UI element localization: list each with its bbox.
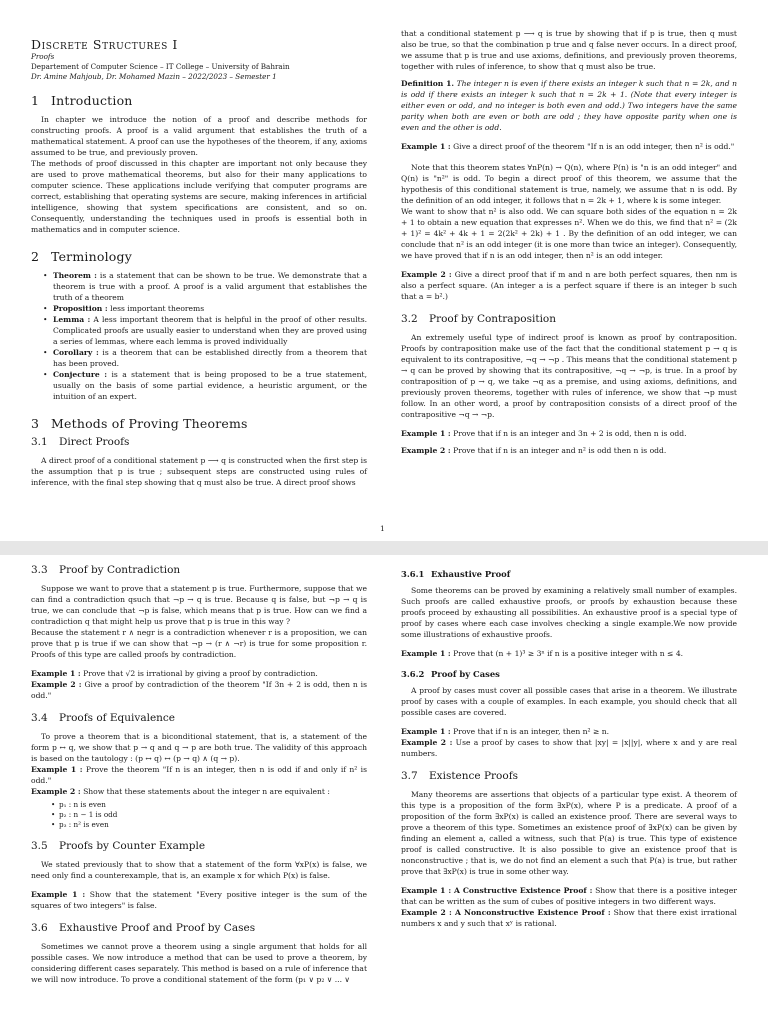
- existence-paragraph-1: Many theorems are assertions that objects of a particular type exist. A theorem of this type is a proposition of the form ∃xP(x), where P is a predicate. A proof of a proposition of the form ∃xP(x) is called an existence proof. There are several ways to prove a theorem of this type. Sometimes an existence proof of ∃xP(x) can be given by finding an element a, called a witness, such that P(a) is true. This type of existence proof is called constructive. It is also possible to give an existence proof that is nonconstructive ; that is, we do not find an element a such that P(a) is true, but rather prove that ∃xP(x) is true in some other way.: [401, 790, 737, 876]
- list-item: • Theorem : is a statement that can be shown to be true. We demonstrate that a theorem is true with a proof. A proof is a valid argument that establishes the truth of a theorem: [43, 270, 367, 303]
- page1-left-column: [31, 38, 367, 488]
- cases-example-2: Example 2 : Use a proof by cases to show that |xy| = |x||y|, where x and y are real numbers.: [401, 738, 737, 758]
- list-item: • p₂ : n − 1 is odd: [51, 810, 367, 820]
- list-item: • Lemma : A less important theorem that is helpful in the proof of other results. Complicated proofs are usually easier to understand when they are proved using a series of lemmas, where each lemma is proved individually: [43, 314, 367, 347]
- direct-paragraph-1: A direct proof of a conditional statement p ⟶ q is constructed when the first step is the assumption that p is true ; subsequent steps are constructed using rules of inference, with the final step showing that q must also be true. A direct proof shows: [31, 456, 367, 488]
- existence-example-1: Example 1 : A Constructive Existence Proof : Show that there is a positive integer that can be written as the sum of cubes of positive integers in two different ways.: [401, 886, 737, 906]
- list-item: • Proposition : less important theorems: [43, 303, 367, 314]
- subsection-contraposition: 3.2 Proof by Contraposition: [401, 313, 557, 325]
- subsection-exhaustive: 3.6 Exhaustive Proof and Proof by Cases: [31, 922, 256, 935]
- exhaustive-example-1: Example 1 : Prove that (n + 1)³ ≥ 3ⁿ if n is a positive integer with n ≤ 4.: [401, 649, 684, 658]
- section-terminology: 2 Terminology: [31, 249, 132, 265]
- subsection-direct-proofs: 3.1 Direct Proofs: [31, 436, 130, 449]
- equivalence-list: [31, 800, 367, 829]
- subsubsection-exhaustive-proof: 3.6.1 Exhaustive Proof: [401, 569, 511, 579]
- page-2: [0, 555, 768, 1024]
- direct-paragraph-4: We want to show that n² is also odd. We can square both sides of the equation n = 2k + 1 to obtain a new equation that expresses n². When we do this, we find that n² = (2k + 1)² = 4k² + 4k + 1 = 2(2k² + 2k) + 1 . By the definition of an odd integer, we can conclude that n² is an odd integer (it is one more than twice an integer). Consequently, we have proved that if n is an odd integer, then n² is an odd integer.: [401, 207, 737, 260]
- subsection-equivalence: 3.4 Proofs of Equivalence: [31, 712, 176, 724]
- authors: Dr. Amine Mahjoub, Dr. Mohamed Mazin – 2022/2023 – Semester 1: [31, 71, 277, 81]
- terminology-list: [31, 270, 367, 402]
- counter-paragraph-1: We stated previously that to show that a statement of the form ∀xP(x) is false, we need only find a counterexample, that is, an example x for which P(x) is false.: [31, 860, 367, 881]
- existence-example-2: Example 2 : A Nonconstructive Existence Proof : Show that there exist irrational numbers x and y such that xʸ is rational.: [401, 908, 737, 928]
- contrapos-paragraph-1: An extremely useful type of indirect proof is known as proof by contraposition. Proofs by contraposition make use of the fact that the conditional statement p → q is equivalent to its contrapositive, ¬q → ¬p . This means that the conditional statement p → q can be proved by showing that its contrapositive, ¬q → ¬p, is true. In a proof by contraposition of p → q, we take ¬q as a premise, and using axioms, definitions, and previously proven theorems, together with rules of inference, we show that ¬p must follow. In an other word, a proof by contraposition consists of a direct proof of the contrapositive ¬q → ¬p.: [401, 333, 737, 419]
- subsubsection-proof-by-cases: 3.6.2 Proof by Cases: [401, 669, 500, 679]
- list-item: • Conjecture : is a statement that is being proposed to be a true statement, usually on the basis of some partial evidence, a heuristic argument, or the intuition of an expert.: [43, 369, 367, 402]
- list-item: • p₁ : n is even: [51, 800, 367, 810]
- list-item: • Corollary : is a theorem that can be established directly from a theorem that has been proved.: [43, 347, 367, 369]
- contrapos-example-1: Example 1 : Prove that if n is an integer and 3n + 2 is odd, then n is odd.: [401, 429, 687, 438]
- subsection-contradiction: 3.3 Proof by Contradiction: [31, 564, 181, 576]
- direct-paragraph-3: Note that this theorem states ∀nP(n) → Q(n), where P(n) is "n is an odd integer" and Q(n) is "n²" is odd. To begin a direct proof of this theorem, we assume that the hypothesis of this conditional statement is true, namely, we assume that n is odd. By the definition of an odd integer, it follows that n = 2k + 1, where k is some integer.: [401, 163, 737, 205]
- definition-1: Definition 1. The integer n is even if there exists an integer k such that n = 2k, and n is odd if there exists an integer k such that n = 2k + 1. (Note that every integer is either even or odd, and no integer is both even and odd.) Two integers have the same parity when both are even or both are odd ; they have opposite parity when one is even and the other is odd.: [401, 79, 737, 132]
- section-methods: 3 Methods of Proving Theorems: [31, 416, 248, 432]
- department: Departement of Computer Science – IT College – University of Bahrain: [31, 61, 290, 71]
- contradiction-example-1: Example 1 : Prove that √2 is irrational by giving a proof by contradiction.: [31, 669, 318, 678]
- direct-example-1: Example 1 : Give a direct proof of the theorem "If n is an odd integer, then n² is odd.": [401, 142, 735, 151]
- intro-paragraph-1: In chapter we introduce the notion of a proof and describe methods for constructing proofs. A proof is a valid argument that establishes the truth of a mathematical statement. A proof can use the hypotheses of the theorem, if any, axioms assumed to be true, and previously proven.: [31, 115, 367, 158]
- list-item: • p₃ : n² is even: [51, 820, 367, 830]
- contrapos-example-2: Example 2 : Prove that if n is an integer and n² is odd then n is odd.: [401, 446, 667, 455]
- subsection-existence: 3.7 Existence Proofs: [401, 770, 518, 782]
- contradiction-paragraph-1: Suppose we want to prove that a statement p is true. Furthermore, suppose that we can find a contradiction qsuch that ¬p → q is true. Because q is false, but ¬p → q is true, we can conclude that ¬p is false, which means that p is true. How can we find a contradiction q that might help us prove that p is true in this way ?: [31, 584, 367, 626]
- page2-right-column: [401, 569, 737, 929]
- equivalence-example-2: Example 2 : Show that these statements about the integer n are equivalent :: [31, 787, 330, 796]
- direct-paragraph-2: that a conditional statement p ⟶ q is true by showing that if p is true, then q must also be true, so that the combination p true and q false never occurs. In a direct proof, we assume that p is true and use axioms, definitions, and previously proven theorems, together with rules of inference, to show that q must also be true.: [401, 29, 737, 71]
- page2-left-column: [31, 565, 367, 985]
- exhaustive-proof-paragraph: Some theorems can be proved by examining a relatively small number of examples. Such proofs are called exhaustive proofs, or proofs by exhaustion because these proofs proceed by exhausting all possibilities. An exhaustive proof is a special type of proof by cases where each case involves checking a single example.We now provide some illustrations of exhaustive proofs.: [401, 586, 737, 639]
- contradiction-example-2: Example 2 : Give a proof by contradiction of the theorem "If 3n + 2 is odd, then n is odd.": [31, 680, 368, 700]
- course-title: Discrete Structures I: [31, 37, 178, 52]
- page-separator: [0, 541, 768, 555]
- intro-paragraph-2: The methods of proof discussed in this chapter are important not only because they are used to prove mathematical theorems, but also for their many applications to computer science. These applications include verifying that computer programs are correct, establishing that operating systems are secure, making inferences in artificial intelligence, showing that system specifications are consistent, and so on. Consequently, understanding the techniques used in proofs is essential both in mathematics and in computer science.: [31, 159, 367, 235]
- cases-example-1: Example 1 : Prove that if n is an integer, then n² ≥ n.: [401, 727, 610, 736]
- cases-paragraph: A proof by cases must cover all possible cases that arise in a theorem. We illustrate proof by cases with a couple of examples. In each example, you should check that all possible cases are covered.: [401, 686, 737, 717]
- direct-example-2: Example 2 : Give a direct proof that if m and n are both perfect squares, then nm is also a perfect square. (An integer a is a perfect square if there is an integer b such that a = b².): [401, 270, 738, 301]
- section-introduction: 1 Introduction: [31, 93, 133, 109]
- contradiction-paragraph-2: Because the statement r ∧ negr is a contradiction whenever r is a proposition, we can prove that p is true if we can show that ¬p → (r ∧ ¬r) is true for some proposition r. Proofs of this type are called proofs by contradiction.: [31, 628, 367, 659]
- doc-subtitle: Proofs: [31, 52, 55, 61]
- subsection-counter-example: 3.5 Proofs by Counter Example: [31, 840, 206, 853]
- exhaustive-paragraph-1: Sometimes we cannot prove a theorem using a single argument that holds for all possible cases. We now introduce a method that can be used to prove a theorem, by considering different cases separately. This method is based on a rule of inference that we will now introduce. To prove a conditional statement of the form (p₁ ∨ p₂ ∨ ... ∨: [31, 942, 367, 985]
- page-number: 1: [380, 524, 385, 533]
- equivalence-paragraph-1: To prove a theorem that is a biconditional statement, that is, a statement of the form p ↔ q, we show that p → q and q → p are both true. The validity of this approach is based on the tautology : (p ↔ q) ↔ (p → q) ∧ (q → p).: [31, 732, 367, 763]
- page1-right-column: [401, 28, 737, 456]
- counter-example-1: Example 1 : Show that the statement "Every positive integer is the sum of the squares of two integers" is false.: [31, 890, 367, 911]
- equivalence-example-1: Example 1 : Prove the theorem "If n is an integer, then n is odd if and only if n² is odd.": [31, 765, 368, 785]
